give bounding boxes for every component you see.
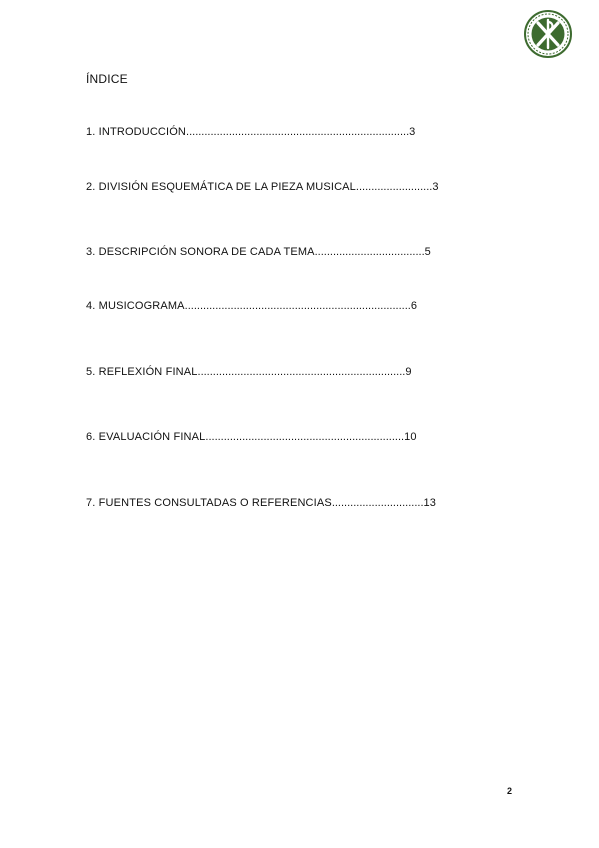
toc-leader-dots: .......................................................................... (184, 300, 411, 312)
toc-entry-page: 10 (404, 431, 417, 443)
toc-entry-label: 1. INTRODUCCIÓN (86, 126, 187, 138)
circular-school-seal-icon (524, 10, 572, 58)
toc-entry-label: 7. FUENTES CONSULTADAS O REFERENCIAS (86, 497, 332, 509)
toc-entry-musicograma[interactable] (86, 299, 417, 313)
toc-leader-dots: ................................................................. (205, 431, 405, 443)
toc-leader-dots: .................................... (314, 246, 425, 258)
toc-leader-dots: .................................................................... (197, 366, 406, 378)
toc-entry-page: 9 (405, 366, 412, 378)
page-number: 2 (507, 786, 513, 796)
toc-leader-dots: ......................................................................... (186, 126, 410, 138)
toc-entry-page: 6 (410, 300, 418, 312)
toc-entry-label: 3. DESCRIPCIÓN SONORA DE CADA TEMA (86, 246, 315, 258)
index-title: ÍNDICE (86, 72, 128, 86)
toc-entry-label: 2. DIVISIÓN ESQUEMÁTICA DE LA PIEZA MUSICAL (86, 181, 356, 193)
toc-entry-page: 13 (423, 497, 437, 509)
toc-leader-dots: .............................. (331, 497, 424, 509)
toc-entry-reflexion-final[interactable] (86, 365, 412, 379)
toc-entry-label: 5. REFLEXIÓN FINAL (86, 366, 198, 378)
toc-entry-label: 6. EVALUACIÓN FINAL (86, 431, 206, 443)
toc-entry-page: 3 (432, 181, 439, 193)
toc-entry-fuentes-consultadas[interactable] (86, 496, 436, 510)
toc-entry-evaluacion-final[interactable] (86, 430, 417, 444)
toc-entry-division-esquematica[interactable] (86, 180, 439, 194)
toc-leader-dots: ......................... (355, 181, 433, 193)
toc-entry-page: 5 (424, 246, 431, 258)
toc-entry-page: 3 (409, 126, 416, 138)
toc-entry-label: 4. MUSICOGRAMA (86, 300, 185, 312)
toc-entry-introduccion[interactable] (86, 125, 415, 139)
toc-entry-descripcion-sonora[interactable] (86, 245, 431, 259)
